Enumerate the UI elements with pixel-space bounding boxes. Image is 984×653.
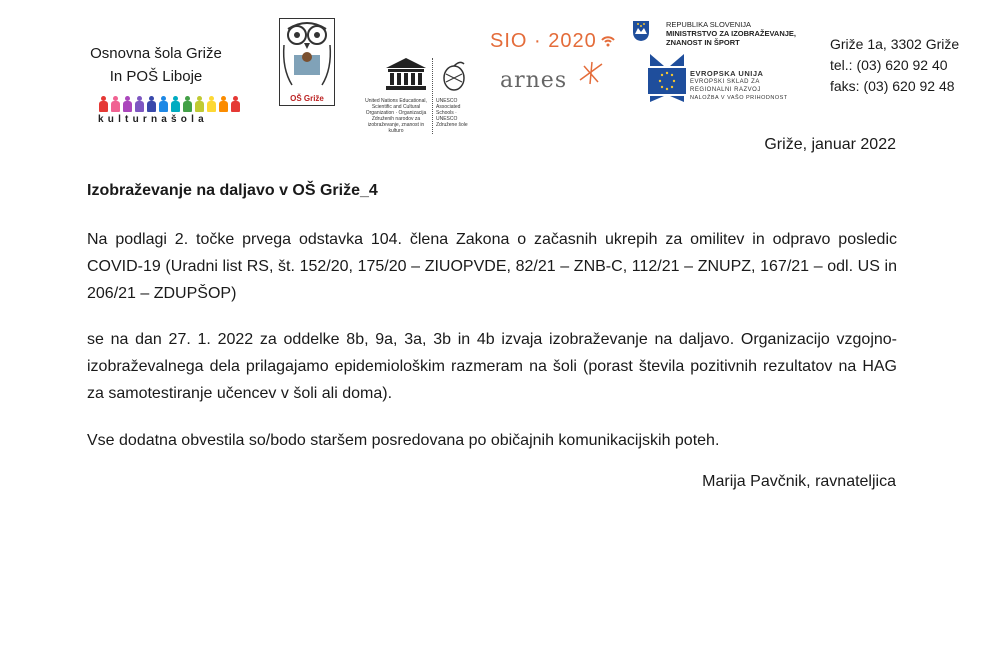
arnes-star-icon [578,60,604,86]
eu-text [690,70,810,102]
person-icon [170,96,181,112]
sio-2020-logo: SIO · 2020 [490,30,597,52]
school-address [830,34,959,97]
ministry-line2: MINISTRSTVO ZA IZOBRAŽEVANJE, [666,29,797,38]
eu-line1: EVROPSKA UNIJA [690,69,764,78]
paragraph-notice: Vse dodatna obvestila so/bodo staršem posredovana po običajnih komunikacijskih poteh. [87,432,720,449]
eu-line3: REGIONALNI RAZVOJ [690,87,761,93]
person-icon [194,96,205,112]
unesco-schools-icon [440,60,468,92]
school-name-line1: Osnovna šola Griže [90,45,222,62]
document-date: Griže, januar 2022 [764,136,896,153]
people-icon-row [98,96,248,112]
eu-line4: NALOŽBA V VAŠO PRIHODNOST [690,95,788,101]
person-icon [146,96,157,112]
signature: Marija Pavčnik, ravnateljica [702,473,896,490]
unesco-temple-icon [382,56,430,92]
person-icon [122,96,133,112]
unesco-logo [364,56,474,140]
person-icon [182,96,193,112]
paragraph-legal-basis: Na podlagi 2. točke prvega odstavka 104. člena Zakona o začasnih ukrepih za omilitev in odpravo posledic COVID-19 (Uradni list RS, št. 152/20, 175/20 – ZIUOPVDE, 82/21 – ZNB-C, 112/21 – ZNUPZ, 167/21 – odl. US in 206/21 – ZDUPŠOP) [87,231,897,302]
person-icon [158,96,169,112]
ministry-line1: REPUBLIKA SLOVENIJA [666,20,752,29]
unesco-text-left: United Nations Educational, Scientific and Cultural Organization · Organizacija Združenih narodov za izobraževanje, znanost in kulturo [365,98,427,134]
owl-logo [279,18,335,106]
person-icon [230,96,241,112]
address-tel: tel.: (03) 620 92 40 [830,57,948,73]
eu-flag-icon [648,52,686,104]
address-fax: faks: (03) 620 92 48 [830,78,955,94]
person-icon [134,96,145,112]
owl-icon [280,19,334,91]
person-icon [218,96,229,112]
kulturna-sola-logo [98,96,248,125]
wifi-icon [600,32,616,48]
eu-logo [648,52,788,109]
slovenia-coat-of-arms-icon [632,20,650,42]
ministry-logo [632,20,797,47]
person-icon [98,96,109,112]
owl-logo-label: OŠ Griže [290,94,324,103]
ministry-line3: ZNANOST IN ŠPORT [666,38,740,47]
school-name-line2: In POŠ Liboje [109,68,203,85]
arnes-logo: arnes [500,68,568,93]
unesco-text-right: UNESCO Associated Schools · UNESCO Združene šole [436,98,468,128]
address-street: Griže 1a, 3302 Griže [830,36,960,52]
document-title: Izobraževanje na daljavo v OŠ Griže_4 [87,182,378,199]
school-name [86,42,226,88]
kulturna-sola-text: kulturnašola [98,114,208,125]
person-icon [206,96,217,112]
person-icon [110,96,121,112]
ministry-text [666,20,816,47]
eu-line2: EVROPSKI SKLAD ZA [690,79,760,85]
paragraph-remote-learning: se na dan 27. 1. 2022 za oddelke 8b, 9a, 3a, 3b in 4b izvaja izobraževanje na daljavo. Organizacijo vzgojno-izobraževalnega dela prilagajamo epidemiološkim razmeram na šoli (porast števila pozitivnih rezultatov na HAG za samotestiranje učencev v šoli ali doma). [87,331,897,402]
